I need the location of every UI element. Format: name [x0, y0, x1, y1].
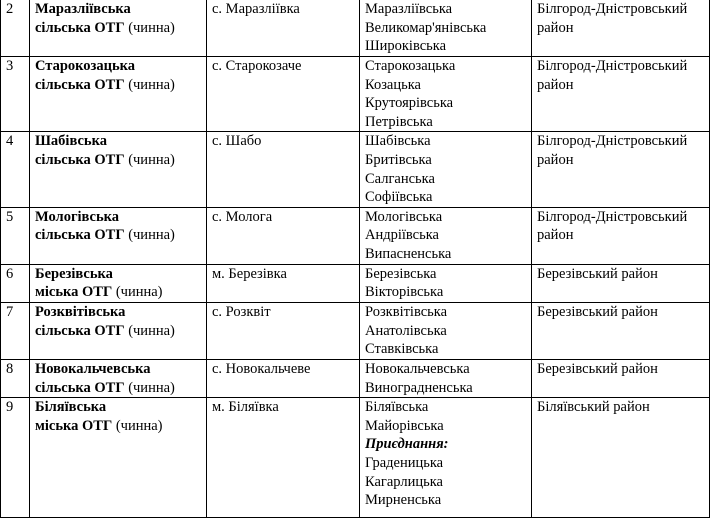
councils-cell: [360, 264, 532, 302]
district-name: Березівський район: [537, 303, 658, 320]
table-row: [1, 264, 710, 302]
district-name: Березівський район: [537, 360, 658, 377]
joined-council-name: Мирненська: [365, 492, 442, 509]
otg-status: (чинна): [128, 227, 175, 244]
admin-center: м. Березівка: [207, 264, 360, 302]
district-cell: [532, 132, 710, 207]
otg-name-cell: [30, 132, 207, 207]
otg-type: сільська ОТГ: [35, 151, 125, 168]
otg-status: (чинна): [128, 76, 175, 93]
councils-cell: [360, 132, 532, 207]
district-name: Березівський район: [537, 265, 658, 282]
council-name: Вікторівська: [365, 284, 444, 301]
otg-name-cell: [30, 264, 207, 302]
council-name: Майорівська: [365, 417, 444, 434]
council-name: Біляївська: [365, 399, 429, 416]
otg-status: (чинна): [128, 322, 175, 339]
table-row: [1, 302, 710, 359]
table-row: [1, 0, 710, 57]
council-name: Великомар'янівська: [365, 19, 487, 36]
otg-name: Біляївська: [35, 399, 107, 416]
district-name: район: [537, 19, 574, 36]
otg-name: Розквітівська: [35, 303, 126, 320]
admin-center: с. Молога: [207, 207, 360, 264]
council-name: Виноградненська: [365, 379, 473, 396]
admin-center: с. Новокальчеве: [207, 359, 360, 397]
admin-center: с. Маразліївка: [207, 0, 360, 57]
council-name: Маразліївська: [365, 1, 453, 17]
otg-type: сільська ОТГ: [35, 227, 125, 244]
district-cell: [532, 57, 710, 132]
council-name: Новокальчевська: [365, 360, 470, 377]
joined-label: Приєднання:: [365, 436, 449, 453]
district-name: Білгород-Дністровський: [537, 133, 688, 150]
district-name: район: [537, 227, 574, 244]
district-cell: [532, 0, 710, 57]
district-name: район: [537, 151, 574, 168]
otg-type: міська ОТГ: [35, 284, 113, 301]
council-name: Березівська: [365, 265, 437, 282]
council-name: Мологівська: [365, 208, 443, 225]
district-name: район: [537, 76, 574, 93]
row-number: 8: [1, 359, 30, 397]
admin-center: с. Розквіт: [207, 302, 360, 359]
otg-status: (чинна): [128, 379, 175, 396]
admin-center: м. Біляївка: [207, 398, 360, 518]
otg-type: міська ОТГ: [35, 417, 113, 434]
otg-name-cell: [30, 359, 207, 397]
otg-status: (чинна): [128, 151, 175, 168]
joined-council-name: Граденицька: [365, 454, 444, 471]
row-number: 3: [1, 57, 30, 132]
row-number: 5: [1, 207, 30, 264]
otg-status: (чинна): [115, 284, 163, 301]
council-name: Старокозацька: [365, 58, 456, 74]
district-name: Біляївський район: [537, 399, 650, 416]
council-name: Софіївська: [365, 189, 433, 206]
district-cell: [532, 264, 710, 302]
row-number: 7: [1, 302, 30, 359]
councils-cell: [360, 57, 532, 132]
council-name: Крутоярівська: [365, 95, 454, 112]
district-name: Білгород-Дністровський: [537, 58, 688, 74]
district-cell: [532, 302, 710, 359]
council-name: Анатолівська: [365, 322, 447, 339]
otg-status: (чинна): [115, 417, 163, 434]
councils-cell: [360, 302, 532, 359]
council-name: Шабівська: [365, 133, 431, 150]
otg-name-cell: [30, 57, 207, 132]
otg-name: Мологівська: [35, 208, 120, 225]
otg-type: сільська ОТГ: [35, 379, 125, 396]
admin-center: с. Шабо: [207, 132, 360, 207]
table-row: [1, 359, 710, 397]
council-name: Петрівська: [365, 113, 433, 130]
otg-name: Березівська: [35, 265, 113, 282]
otg-name-cell: [30, 0, 207, 57]
otg-name: Новокальчевська: [35, 360, 151, 377]
row-number: 9: [1, 398, 30, 518]
admin-center: с. Старокозаче: [207, 57, 360, 132]
council-name: Випасненська: [365, 245, 452, 262]
councils-cell: [360, 207, 532, 264]
council-name: Ставківська: [365, 341, 439, 358]
otg-type: сільська ОТГ: [35, 322, 125, 339]
district-cell: [532, 207, 710, 264]
joined-council-name: Кагарлицька: [365, 473, 443, 490]
otg-type: сільська ОТГ: [35, 19, 125, 36]
otg-name: Старокозацька: [35, 58, 136, 74]
council-name: Широківська: [365, 38, 447, 55]
row-number: 4: [1, 132, 30, 207]
district-cell: [532, 359, 710, 397]
otg-name: Маразліївська: [35, 1, 131, 17]
row-number: 2: [1, 0, 30, 57]
table-row: [1, 132, 710, 207]
district-name: Білгород-Дністровський: [537, 1, 688, 17]
otg-status: (чинна): [128, 19, 175, 36]
table-row: [1, 207, 710, 264]
otg-name-cell: [30, 207, 207, 264]
otg-name: Шабівська: [35, 133, 107, 150]
council-name: Бритівська: [365, 151, 432, 168]
council-name: Козацька: [365, 76, 421, 93]
councils-cell: [360, 0, 532, 57]
council-name: Салганська: [365, 170, 435, 187]
otg-type: сільська ОТГ: [35, 76, 125, 93]
council-name: Андріївська: [365, 227, 439, 244]
row-number: 6: [1, 264, 30, 302]
otg-name-cell: [30, 302, 207, 359]
councils-cell: [360, 359, 532, 397]
district-name: Білгород-Дністровський: [537, 208, 688, 225]
council-name: Розквітівська: [365, 303, 448, 320]
table-row: [1, 57, 710, 132]
